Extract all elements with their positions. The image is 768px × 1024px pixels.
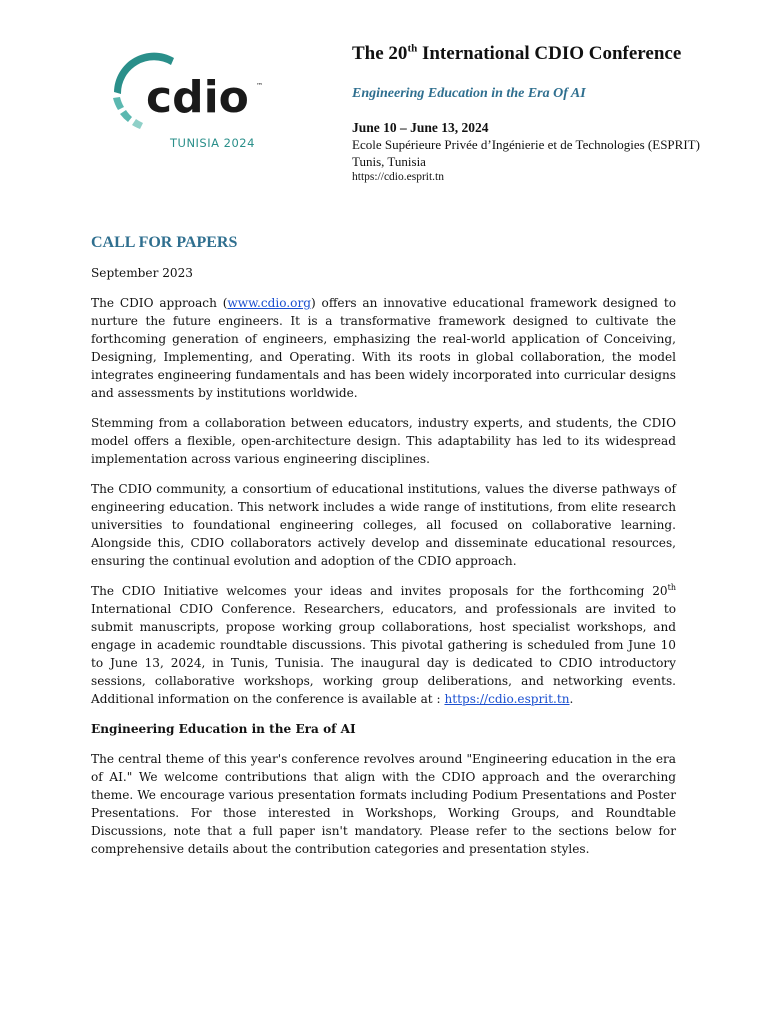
cdio-wordmark: cdio [146, 72, 249, 123]
theme-subheading: Engineering Education in the Era of AI [91, 722, 356, 736]
conference-dates: June 10 – June 13, 2024 [352, 120, 489, 135]
logo-subtitle: TUNISIA 2024 [170, 136, 255, 150]
paragraph-cdio-approach: The CDIO approach (www.cdio.org) offers an innovative educational framework designed to nurture the future engineers. It is a transformative framework designed to cultivate the forthcoming generation of engineers, emphasizing the real-world application of Conceiving, Designing, Implementing, and Operating. With its roots in global collaboration, the model integrates engineering fundamentals and has been widely incorporated into curricular designs and assessments by institutions worldwide. [91, 296, 677, 400]
document-date: September 2023 [91, 266, 193, 280]
svg-text:™: ™ [256, 82, 263, 90]
conference-website-link[interactable]: https://cdio.esprit.tn [444, 692, 570, 706]
document-body [91, 234, 676, 870]
paragraph-community: The CDIO community, a consortium of educational institutions, values the diverse pathways of engineering education. This network includes a wide range of institutions, from elite research universities to foundational engineering colleges, all focused on collaborative learning. Alongside this, CDIO collaborators actively develop and disseminate educational resources, ensuring the continual evolution and adoption of the CDIO approach. [91, 482, 676, 568]
conference-city: Tunis, Tunisia [352, 154, 426, 169]
cdio-org-link[interactable]: www.cdio.org [227, 296, 311, 310]
paragraph-theme: The central theme of this year's conference revolves around "Engineering education in the era of AI." We welcome contributions that align with the CDIO approach and the overarching theme. We encourage various presentation formats including Podium Presentations and Poster Presentations. For those interested in Workshops, Working Groups, and Roundtable Discussions, note that a full paper isn't mandatory. Please refer to the sections below for comprehensive details about the contribution categories and presentation styles. [91, 752, 676, 856]
cdio-ring-icon [108, 52, 268, 156]
call-for-papers-heading: CALL FOR PAPERS [91, 234, 238, 251]
paragraph-initiative: The CDIO Initiative welcomes your ideas and invites proposals for the forthcoming 20th International CDIO Conference. Researchers, educators, and professionals are invited to submit manuscripts, propose working group collaborations, host specialist workshops, and engage in academic roundtable discussions. This pivotal gathering is scheduled from June 10 to June 13, 2024, in Tunis, Tunisia. The inaugural day is dedicated to CDIO introductory sessions, collaborative workshops, working group deliberations, and networking events. Additional information on the conference is available at : https://cdio.esprit.tn. [91, 582, 676, 706]
conference-title: The 20th International CDIO Conference [352, 42, 682, 64]
cdio-tunisia-logo [108, 52, 268, 156]
paragraph-collaboration: Stemming from a collaboration between educators, industry experts, and students, the CDIO model offers a flexible, open-architecture design. This adaptability has led to its widespread implementation across various engineering disciplines. [91, 416, 676, 466]
conference-header [352, 42, 752, 185]
conference-theme: Engineering Education in the Era Of AI [352, 86, 586, 101]
conference-venue: Ecole Supérieure Privée d’Ingénierie et de Technologies (ESPRIT) [352, 137, 700, 152]
conference-url: https://cdio.esprit.tn [352, 171, 444, 183]
